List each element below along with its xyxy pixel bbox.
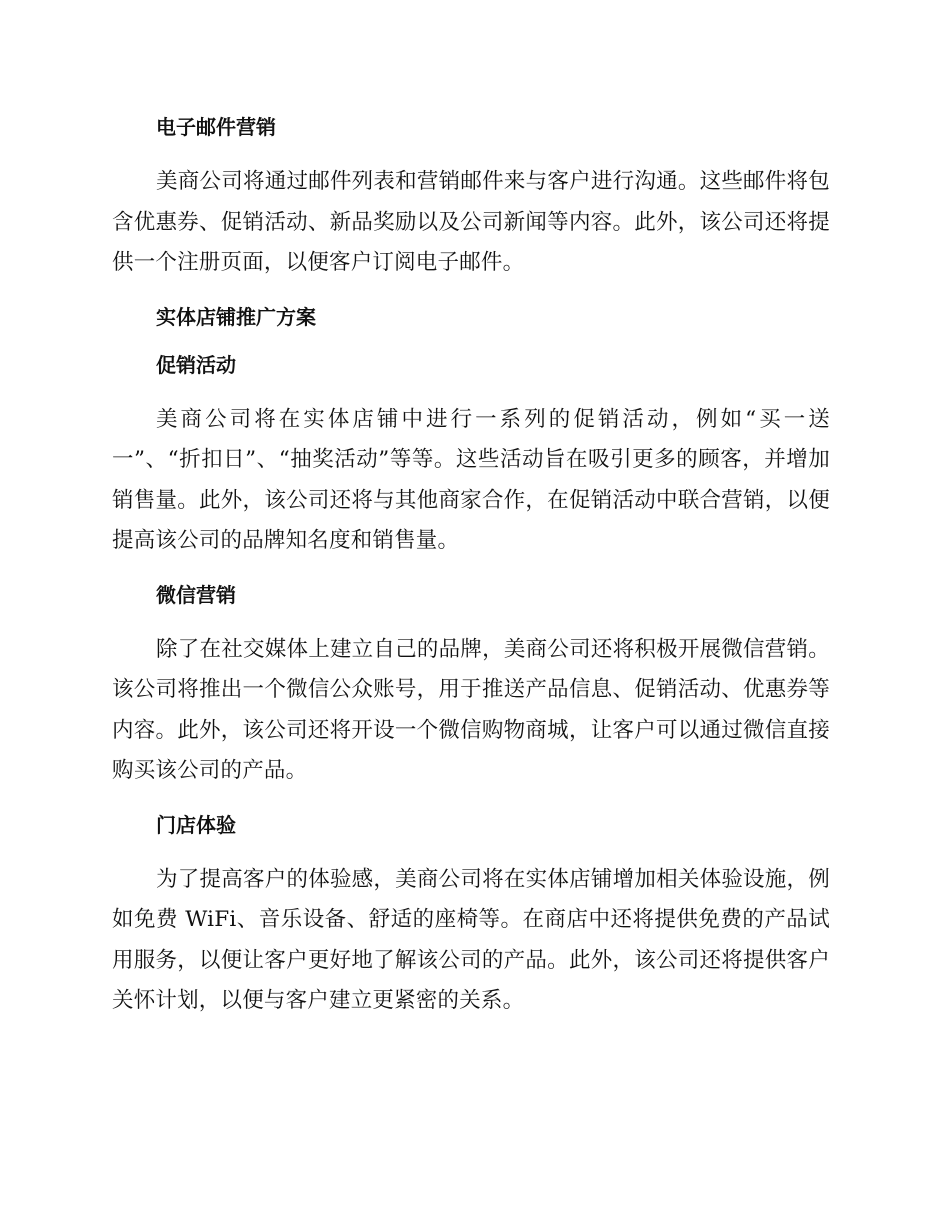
document-body <box>112 108 830 1022</box>
section-heading-store-promotion-plan: 实体店铺推广方案 <box>156 304 316 329</box>
section-paragraph-email-marketing: 美商公司将通过邮件列表和营销邮件来与客户进行沟通。这些邮件将包含优惠券、促销活动、新品奖励以及公司新闻等内容。此外，该公司还将提供一个注册页面，以便客户订阅电子邮件。 <box>112 169 830 275</box>
section-heading-store-experience: 门店体验 <box>156 812 236 837</box>
section-heading-wechat-marketing: 微信营销 <box>156 582 236 607</box>
section-heading-email-marketing: 电子邮件营销 <box>156 115 276 139</box>
section-paragraph-store-experience: 为了提高客户的体验感，美商公司将在实体店铺增加相关体验设施，例如免费 WiFi、音乐设备、舒适的座椅等。在商店中还将提供免费的产品试用服务，以便让客户更好地了解该公司的产品。此外，该公司还将提供客户关怀计划，以便与客户建立更紧密的关系。 <box>112 866 830 1013</box>
section-paragraph-wechat-marketing: 除了在社交媒体上建立自己的品牌，美商公司还将积极开展微信营销。该公司将推出一个微信公众账号，用于推送产品信息、促销活动、优惠券等内容。此外，该公司还将开设一个微信购物商城，让客户可以通过微信直接购买该公司的产品。 <box>112 636 830 783</box>
section-paragraph-promotions: 美商公司将在实体店铺中进行一系列的促销活动，例如“买一送一”、“折扣日”、“抽奖活动”等等。这些活动旨在吸引更多的顾客，并增加销售量。此外，该公司还将与其他商家合作，在促销活动中联合营销，以便提高该公司的品牌知名度和销售量。 <box>112 406 830 553</box>
section-heading-promotions: 促销活动 <box>156 352 236 377</box>
